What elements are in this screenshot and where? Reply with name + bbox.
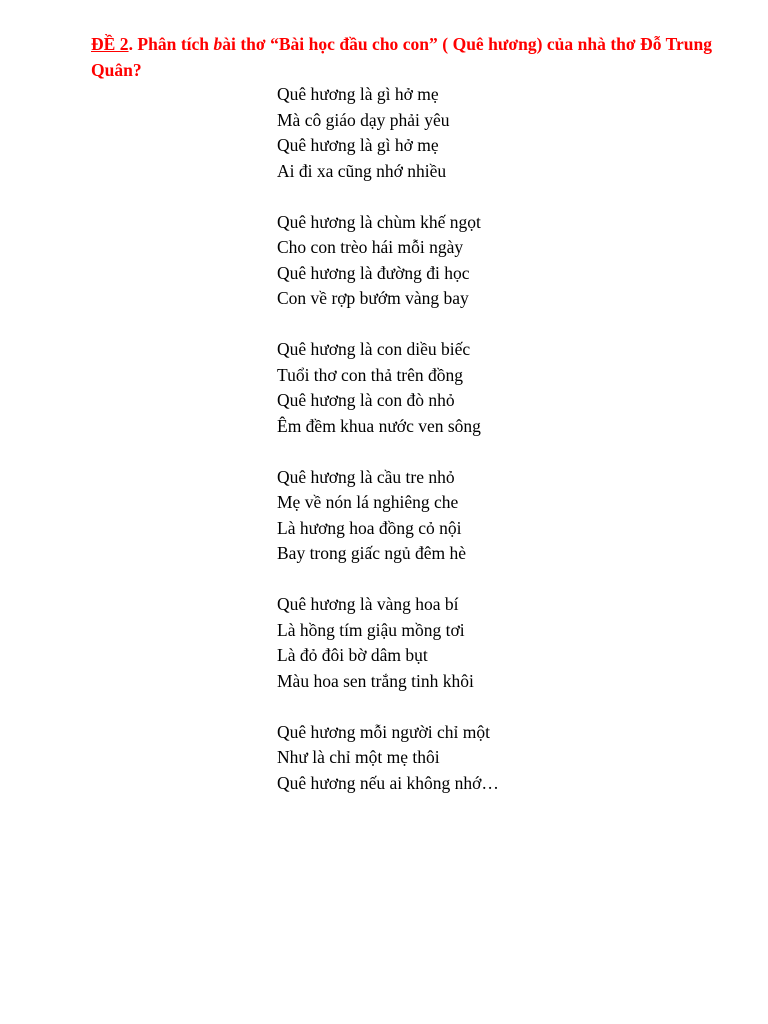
poem-body [277,82,697,822]
poem-line: Như là chỉ một mẹ thôi [277,747,440,767]
poem-stanza-3 [277,337,697,439]
poem-stanza-1 [277,82,697,184]
exercise-heading [91,31,712,83]
poem-line: Quê hương là con diều biếc [277,339,471,359]
poem-line: Quê hương là gì hở mẹ [277,84,439,104]
poem-line: Quê hương là gì hở mẹ [277,135,439,155]
poem-line: Là hương hoa đồng cỏ nội [277,517,462,538]
poem-line: Quê hương mỗi người chỉ một [277,721,490,742]
poem-line: Quê hương là cầu tre nhỏ [277,466,455,487]
poem-line: Quê hương là con đò nhỏ [277,390,455,410]
exercise-number-dot: . [128,34,133,54]
poem-line: Con về rợp bướm vàng bay [277,288,469,308]
poem-line: Êm đềm khua nước ven sông [277,415,481,436]
poem-stanza-5 [277,592,697,694]
poem-stanza-4 [277,465,697,567]
exercise-prompt-end: ài thơ “Bài học đầu cho con” ( Quê hương) của nhà thơ Đỗ Trung Quân? [91,34,712,80]
poem-line: Ai đi xa cũng nhớ nhiều [277,160,447,181]
exercise-prompt-italic: b [213,34,223,54]
poem-stanza-2 [277,210,697,312]
poem-line: Mẹ về nón lá nghiêng che [277,492,459,512]
poem-line: Là hồng tím giậu mồng tơi [277,619,465,640]
poem-line: Mà cô giáo dạy phải yêu [277,109,450,130]
poem-line: Quê hương là vàng hoa bí [277,594,459,614]
poem-line: Bay trong giấc ngủ đêm hè [277,543,467,563]
poem-line: Cho con trèo hái mỗi ngày [277,237,464,257]
poem-line: Là đỏ đôi bờ dâm bụt [277,645,428,665]
poem-line: Màu hoa sen trắng tinh khôi [277,670,474,691]
poem-line: Quê hương nếu ai không nhớ… [277,772,499,793]
poem-line: Quê hương là đường đi học [277,262,470,283]
exercise-number-label: ĐỀ 2 [91,34,129,54]
poem-line: Quê hương là chùm khế ngọt [277,211,481,232]
poem-stanza-6 [277,720,697,797]
exercise-prompt-start: Phân tích [132,34,214,54]
poem-line: Tuổi thơ con thả trên đồng [277,364,464,385]
